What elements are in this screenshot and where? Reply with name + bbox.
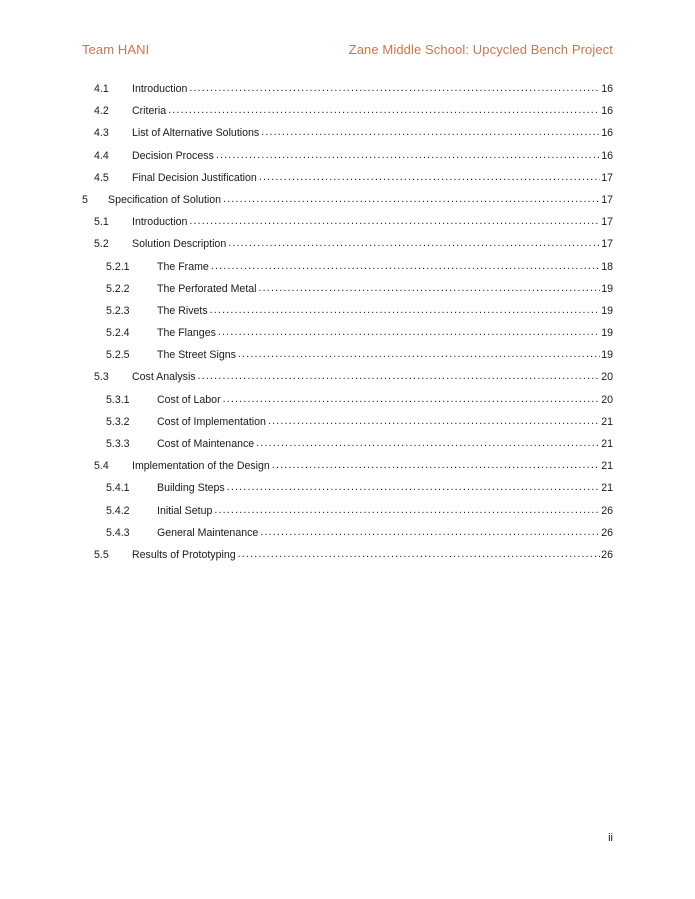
toc-entry-number: 5.2.3 <box>106 304 130 317</box>
toc-entry-title: Criteria <box>132 105 167 118</box>
toc-entry-title: The Perforated Metal <box>157 282 257 295</box>
toc-entry-page: 20 <box>601 393 613 406</box>
toc-entry[interactable] <box>82 391 613 413</box>
toc-entry-number: 5.3.3 <box>106 438 130 450</box>
toc-entry-title: Introduction <box>132 83 188 95</box>
toc-entry-title: General Maintenance <box>157 526 259 539</box>
toc-entry[interactable] <box>82 546 613 568</box>
toc-dot-leader <box>218 324 600 336</box>
toc-entry-page: 21 <box>601 460 613 473</box>
toc-entry-page: 19 <box>601 327 613 340</box>
toc-entry-number: 5.4.2 <box>106 504 130 517</box>
toc-entry-title: Final Decision Justification <box>132 171 257 184</box>
toc-entry-number: 5.4.3 <box>106 526 130 539</box>
toc-entry-title: List of Alternative Solutions <box>132 127 260 140</box>
toc-dot-leader <box>210 302 601 314</box>
toc-dot-leader <box>268 413 600 425</box>
toc-entry[interactable] <box>82 147 613 169</box>
toc-entry-title: Introduction <box>132 216 188 229</box>
toc-entry-number: 5.3.2 <box>106 415 130 428</box>
toc-entry-page: 20 <box>601 371 613 384</box>
toc-entry-title: Specification of Solution <box>108 193 222 206</box>
toc-entry-title: Initial Setup <box>157 504 213 517</box>
toc-entry-page: 16 <box>601 149 613 162</box>
toc-dot-leader <box>260 524 600 536</box>
toc-entry-page: 17 <box>601 238 613 251</box>
toc-entry[interactable] <box>82 368 613 390</box>
toc-entry-page: 21 <box>601 415 613 428</box>
toc-entry-number: 4.2 <box>94 105 109 118</box>
toc-entry-page: 21 <box>601 482 613 495</box>
toc-entry-title: The Rivets <box>157 304 208 317</box>
toc-dot-leader <box>227 479 600 491</box>
toc-entry[interactable] <box>82 124 613 146</box>
toc-entry-title: Cost of Labor <box>157 393 221 406</box>
toc-dot-leader <box>211 258 600 270</box>
toc-entry[interactable] <box>82 502 613 524</box>
toc-entry-number: 5.4.1 <box>106 482 130 495</box>
toc-entry-number: 5 <box>82 193 88 206</box>
toc-entry-page: 17 <box>601 216 613 229</box>
toc-entry-title: Cost of Implementation <box>157 415 266 428</box>
toc-entry-page: 26 <box>601 504 613 517</box>
toc-entry-number: 4.3 <box>94 127 109 140</box>
toc-dot-leader <box>168 102 600 114</box>
header-project-title: Zane Middle School: Upcycled Bench Project <box>348 42 613 57</box>
toc-entry-page: 17 <box>601 171 613 184</box>
toc-entry-title: Building Steps <box>157 482 225 495</box>
toc-dot-leader <box>189 80 600 92</box>
toc-entry[interactable] <box>82 102 613 124</box>
page-number: ii <box>608 832 613 844</box>
toc-entry-number: 5.1 <box>94 216 109 229</box>
toc-dot-leader <box>272 457 600 469</box>
toc-entry-page: 16 <box>601 83 613 95</box>
toc-entry[interactable] <box>82 80 613 102</box>
toc-dot-leader <box>189 213 600 225</box>
toc-dot-leader <box>198 368 601 380</box>
toc-entry-number: 4.4 <box>94 149 109 162</box>
toc-entry-number: 5.5 <box>94 548 109 561</box>
toc-entry-page: 26 <box>601 526 613 539</box>
toc-entry-title: Solution Description <box>132 238 227 251</box>
toc-entry[interactable] <box>82 280 613 302</box>
header-team-name: Team HANI <box>82 42 150 57</box>
toc-entry-page: 21 <box>601 438 613 450</box>
toc-entry[interactable] <box>82 479 613 501</box>
toc-entry[interactable] <box>82 169 613 191</box>
toc-entry-number: 4.1 <box>94 83 109 95</box>
toc-entry-page: 16 <box>601 105 613 118</box>
toc-entry-number: 5.4 <box>94 460 109 473</box>
toc-entry[interactable] <box>82 191 613 213</box>
toc-entry-number: 5.3.1 <box>106 393 130 406</box>
toc-entry-page: 26 <box>601 548 613 561</box>
toc-entry-title: Implementation of the Design <box>132 460 270 473</box>
toc-dot-leader <box>256 435 600 447</box>
toc-entry-title: Results of Prototyping <box>132 548 236 561</box>
toc-entry-page: 16 <box>601 127 613 140</box>
toc-entry-title: Decision Process <box>132 149 214 162</box>
toc-entry[interactable] <box>82 413 613 435</box>
toc-entry[interactable] <box>82 524 613 546</box>
toc-entry-number: 5.2.2 <box>106 282 130 295</box>
toc-entry-number: 5.3 <box>94 371 109 384</box>
toc-entry-number: 5.2.4 <box>106 327 130 340</box>
toc-entry-page: 19 <box>601 282 613 295</box>
toc-dot-leader <box>214 502 600 514</box>
toc-dot-leader <box>238 546 601 558</box>
toc-entry-page: 17 <box>601 193 613 206</box>
toc-dot-leader <box>238 346 600 358</box>
table-of-contents <box>82 80 613 568</box>
toc-dot-leader <box>261 124 600 136</box>
toc-entry-title: The Flanges <box>157 327 216 340</box>
toc-dot-leader <box>216 147 600 159</box>
toc-entry-title: Cost Analysis <box>132 371 196 384</box>
toc-entry-title: Cost of Maintenance <box>157 438 255 450</box>
toc-dot-leader <box>259 169 600 181</box>
toc-entry-page: 18 <box>601 260 613 273</box>
toc-entry[interactable] <box>82 457 613 479</box>
toc-entry-number: 5.2 <box>94 238 109 251</box>
toc-entry[interactable] <box>82 435 613 457</box>
toc-dot-leader <box>223 191 600 203</box>
toc-entry-title: The Street Signs <box>157 349 236 362</box>
toc-entry-title: The Frame <box>157 260 209 273</box>
toc-entry[interactable] <box>82 302 613 324</box>
toc-entry-number: 5.2.5 <box>106 349 130 362</box>
toc-entry[interactable] <box>82 213 613 235</box>
toc-entry[interactable] <box>82 235 613 257</box>
toc-entry-number: 5.2.1 <box>106 260 130 273</box>
toc-entry[interactable] <box>82 346 613 368</box>
toc-entry[interactable] <box>82 258 613 280</box>
toc-entry-number: 4.5 <box>94 171 109 184</box>
toc-entry-page: 19 <box>601 349 613 362</box>
toc-dot-leader <box>223 391 601 403</box>
toc-dot-leader <box>259 280 601 292</box>
toc-entry-page: 19 <box>601 304 613 317</box>
toc-dot-leader <box>228 235 600 247</box>
toc-entry[interactable] <box>82 324 613 346</box>
